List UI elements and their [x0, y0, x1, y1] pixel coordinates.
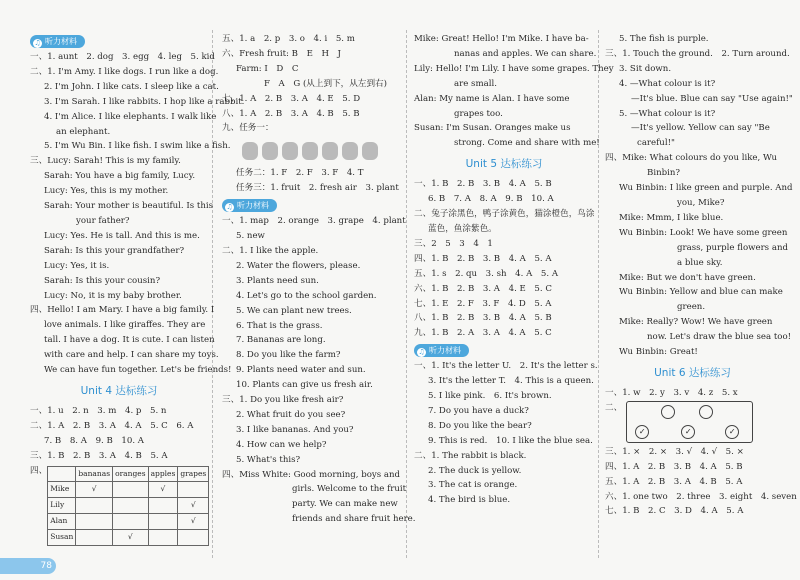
answer-line: 三、2 5 3 4 1 [414, 238, 493, 249]
table-cell: √ [148, 482, 178, 498]
answer-line: 一、1. w 2. y 3. v 4. z 5. x [605, 387, 738, 398]
answer-line: 4. I'm Alice. I like elephants. I walk like [44, 111, 217, 122]
dialogue-line: Mike: Great! Hello! I'm Mike. I have ba- [414, 34, 589, 44]
dialogue-line: Lucy: Yes, it is. [44, 260, 110, 271]
column-divider [598, 30, 599, 558]
answer-line: 3. Sit down. [619, 63, 672, 74]
picture-icon [322, 142, 338, 160]
answer-line: 3. I'm Sarah. I like rabbits. I hop like a rabbit. [44, 96, 245, 107]
answer-line: 5. The fish is purple. [619, 34, 709, 44]
answer-line: 八、1. A 2. B 3. A 4. B 5. B [222, 108, 360, 119]
headphone-icon: ♫ [34, 39, 41, 47]
table-cell [178, 530, 209, 546]
table-header: apples [148, 466, 178, 482]
table-cell: Mike [48, 482, 76, 498]
dialogue-line: Sarah: Your mother is beautiful. Is this [44, 201, 214, 212]
answer-line: 九、1. B 2. A 3. A 4. A 5. C [414, 328, 552, 339]
answer-line: 10. Plants can give us fresh air. [236, 380, 373, 391]
dialogue-line: Alan: My name is Alan. I have some [414, 93, 570, 104]
question-number: 二、 [605, 402, 623, 413]
answer-line: 二、1. I'm Amy. I like dogs. I run like a dog. [30, 66, 219, 77]
answer-line: 七、1. B 2. C 3. D 4. A 5. A [605, 506, 744, 517]
answer-line: 三、1. × 2. × 3. √ 4. √ 5. × [605, 446, 744, 457]
check-circle-icon: ✓ [681, 425, 695, 439]
dialogue-line: grass, purple flowers and [677, 242, 788, 253]
answer-line: 五、1. A 2. B 3. A 4. B 5. A [605, 476, 743, 487]
circle-icon [661, 405, 675, 419]
table-cell [148, 514, 178, 530]
answer-line: 7. B 8. A 9. B 10. A [44, 435, 145, 446]
listening-header: ♫ 听力材料 [222, 199, 277, 212]
answer-line: 一、1. It's the letter U. 2. It's the letter s. [414, 361, 598, 372]
question-number: 四、 [30, 465, 48, 476]
table-row [48, 498, 209, 514]
answer-line: 七、1. E 2. F 3. F 4. D 5. A [414, 298, 552, 309]
answer-line: 5. I like pink. 6. It's brown. [428, 391, 552, 402]
check-circle-icon: ✓ [635, 425, 649, 439]
dialogue-line: green. [677, 302, 706, 313]
check-circle-icon: ✓ [725, 425, 739, 439]
dialogue-line: you, Mike? [677, 197, 725, 208]
answer-line: 2. The duck is yellow. [428, 465, 522, 476]
table-row [48, 482, 209, 498]
table-cell: √ [113, 530, 149, 546]
headphone-icon: ♫ [418, 348, 425, 357]
answer-line: 三、1. Do you like fresh air? [222, 395, 344, 406]
circle-answer-box [626, 401, 753, 443]
answer-line: 三、1. B 2. B 3. A 4. B 5. A [30, 450, 168, 461]
answer-line: —It's blue. Blue can say "Use again!" [631, 93, 793, 104]
answer-line: 5. What's this? [236, 454, 301, 465]
picture-icon [302, 142, 318, 160]
answer-line: 4. —What colour is it? [619, 78, 716, 89]
dialogue-line: Binbin? [647, 168, 680, 179]
dialogue-line: 四、Miss White: Good morning, boys and [222, 469, 401, 480]
dialogue-line: girls. Welcome to the fruit [292, 484, 407, 495]
answer-line: 7. Do you have a duck? [428, 405, 529, 416]
answer-line: 4. The bird is blue. [428, 495, 511, 506]
answer-line: 5. We can plant new trees. [236, 305, 352, 316]
dialogue-line: a blue sky. [677, 257, 723, 268]
unit-title: Unit 5 达标练习 [465, 158, 543, 171]
answer-line: 二、1. A 2. B 3. A 4. A 5. C 6. A [30, 420, 194, 431]
passage-line: tall. I have a dog. It is cute. I can listen [44, 335, 215, 346]
picture-icon [242, 142, 258, 160]
table-cell [76, 498, 113, 514]
dialogue-line: Mike: Really? Wow! We have green [619, 317, 773, 328]
table-cell [178, 482, 209, 498]
answer-line [30, 464, 208, 547]
headphone-icon: ♫ [226, 203, 233, 212]
answer-line: 一、1. aunt 2. dog 3. egg 4. leg 5. kid [30, 52, 215, 62]
table-cell: Lily [48, 498, 76, 514]
answer-line: 9. This is red. 10. I like the blue sea. [428, 435, 593, 446]
table-row [48, 530, 209, 546]
dialogue-line: friends and share fruit here. [292, 514, 416, 525]
table-cell [48, 466, 76, 482]
table-cell: Susan [48, 530, 76, 546]
circle-icon [699, 405, 713, 419]
answer-line: 任务三：1. fruit 2. fresh air 3. plant [236, 183, 399, 194]
answer-line: 一、1. u 2. n 3. m 4. p 5. n [30, 405, 167, 416]
answer-line: 一、1. map 2. orange 3. grape 4. plant [222, 216, 406, 227]
dialogue-line: Mike: Mmm, I like blue. [619, 212, 724, 223]
dialogue-line: Lily: Hello! I'm Lily. I have some grapes. They [414, 63, 614, 74]
answer-line: 任务二：1. F 2. F 3. F 4. T [236, 168, 364, 179]
answer-line: 四、1. B 2. B 3. B 4. A 5. A [414, 253, 552, 264]
dialogue-line: now. Let's draw the blue sea too! [647, 332, 792, 343]
answer-line: careful!" [637, 138, 676, 149]
table-cell [113, 514, 149, 530]
fruit-table [47, 466, 209, 547]
table-header: grapes [178, 466, 209, 482]
answer-line: 3. Plants need sun. [236, 275, 319, 286]
page-number: 78 [0, 558, 56, 574]
answer-line: 4. How can we help? [236, 439, 327, 450]
dialogue-line: grapes too. [454, 108, 503, 119]
answer-line: 6. That is the grass. [236, 320, 323, 331]
dialogue-line: nanas and apples. We can share. [454, 48, 597, 59]
column-1 [30, 32, 245, 546]
dialogue-line: Sarah: You have a big family, Lucy. [44, 171, 196, 182]
picture-icon [262, 142, 278, 160]
answer-line: 八、1. B 2. B 3. B 4. A 5. B [414, 313, 552, 324]
table-header: bananas [76, 466, 113, 482]
dialogue-line: Sarah: Is this your cousin? [44, 275, 161, 286]
dialogue-line: 四、Mike: What colours do you like, Wu [605, 153, 778, 164]
dialogue-line: Mike: But we don't have green. [619, 272, 756, 283]
answer-line: 二、1. I like the apple. [222, 245, 319, 256]
answer-line: 五、1. s 2. qu 3. sh 4. A 5. A [414, 268, 559, 279]
table-cell [148, 498, 178, 514]
answer-line: 5. new [236, 231, 265, 242]
table-cell [113, 498, 149, 514]
table-cell [76, 530, 113, 546]
answer-line: 蓝色，鱼涂紫色。 [428, 223, 497, 234]
answer-line: 8. Do you like the bear? [428, 420, 532, 431]
answer-line: 3. The cat is orange. [428, 480, 518, 491]
passage-line: We can have fun together. Let's be friends! [44, 365, 232, 376]
picture-icon [362, 142, 378, 160]
table-cell [113, 482, 149, 498]
dialogue-line: Wu Binbin: Great! [619, 347, 698, 358]
answer-line: 五、1. a 2. p 3. o 4. i 5. m [222, 34, 355, 44]
answer-line: 四、1. A 2. B 3. B 4. A 5. B [605, 461, 743, 472]
answer-line: 9. Plants need water and sun. [236, 365, 366, 376]
passage-line: 四、Hello! I am Mary. I have a big family. I [30, 305, 215, 316]
answer-line: 2. What fruit do you see? [236, 409, 346, 420]
table-cell [76, 514, 113, 530]
answer-line: 6. B 7. A 8. A 9. B 10. A [428, 194, 554, 205]
answer-line: 3. I like bananas. And you? [236, 424, 354, 435]
answer-line: 一、1. B 2. B 3. B 4. A 5. B [414, 179, 552, 190]
dialogue-line: Wu Binbin: Yellow and blue can make [619, 287, 783, 298]
column-3 [414, 32, 614, 508]
answer-line: —It's yellow. Yellow can say "Be [631, 123, 770, 134]
answer-line: an elephant. [56, 126, 111, 137]
dialogue-line: strong. Come and share with me! [454, 138, 600, 149]
table-cell: √ [178, 514, 209, 530]
dialogue-line: Sarah: Is this your grandfather? [44, 245, 185, 256]
dialogue-line: Wu Binbin: Look! We have some green [619, 227, 788, 238]
table-row [48, 514, 209, 530]
dialogue-line: Lucy: No, it is my baby brother. [44, 290, 182, 301]
answer-line: 二、兔子涂黑色，鸭子涂黄色，猫涂橙色，鸟涂 [414, 209, 595, 220]
answer-line: 九、任务一： [222, 123, 274, 134]
dialogue-line: party. We can make new [292, 499, 398, 510]
answer-line: 二、1. The rabbit is black. [414, 450, 527, 461]
passage-line: love animals. I like giraffes. They are [44, 320, 206, 331]
unit-title: Unit 4 达标练习 [80, 384, 158, 397]
column-2 [222, 32, 416, 527]
unit-title: Unit 6 达标练习 [654, 366, 731, 379]
dialogue-line: your father? [76, 215, 130, 226]
answer-line: 7. Bananas are long. [236, 335, 326, 346]
dialogue-line: Wu Binbin: I like green and purple. And [619, 183, 793, 194]
dialogue-line: are small. [454, 78, 497, 89]
answer-line: 8. Do you like the farm? [236, 350, 341, 361]
table-cell [148, 530, 178, 546]
column-4 [605, 32, 797, 519]
table-cell: √ [76, 482, 113, 498]
answer-line: 3. It's the letter T. 4. This is a queen. [428, 376, 594, 387]
answer-line: 2. I'm John. I like cats. I sleep like a cat. [44, 81, 219, 92]
answer-line [605, 401, 780, 445]
answer-line: 六、1. B 2. B 3. A 4. E 5. C [414, 283, 552, 294]
table-cell: Alan [48, 514, 76, 530]
listening-header: ♫ 听力材料 [30, 35, 85, 48]
picture-icon [342, 142, 358, 160]
dialogue-line: Susan: I'm Susan. Oranges make us [414, 123, 571, 134]
answer-line: 三、1. Touch the ground. 2. Turn around. [605, 48, 790, 59]
table-header: oranges [113, 466, 149, 482]
table-header-row [48, 466, 209, 482]
task-picture-row [222, 138, 402, 164]
picture-icon [282, 142, 298, 160]
dialogue-line: 三、Lucy: Sarah! This is my family. [30, 156, 181, 167]
answer-line: 4. Let's go to the school garden. [236, 290, 377, 301]
answer-line: 2. Water the flowers, please. [236, 260, 361, 271]
passage-line: with care and help. I can share my toys. [44, 350, 219, 361]
answer-line: 六、Fresh fruit: B E H J [222, 48, 341, 59]
answer-line: 七、1. A 2. B 3. A 4. E 5. D [222, 93, 361, 104]
column-divider [406, 30, 407, 558]
table-cell: √ [178, 498, 209, 514]
dialogue-line: Lucy: Yes. He is tall. And this is me. [44, 230, 200, 241]
answer-line: 六、1. one two 2. three 3. eight 4. seven [605, 491, 797, 502]
answer-line: 5. I'm Wu Bin. I like fish. I swim like a fish. [44, 141, 231, 152]
answer-line: F A G (从上到下，从左到右) [264, 78, 388, 89]
listening-header: ♫ 听力材料 [414, 344, 469, 357]
answer-line: 5. —What colour is it? [619, 108, 716, 119]
answer-line: Farm: I D C [236, 63, 299, 74]
dialogue-line: Lucy: Yes, this is my mother. [44, 186, 169, 197]
